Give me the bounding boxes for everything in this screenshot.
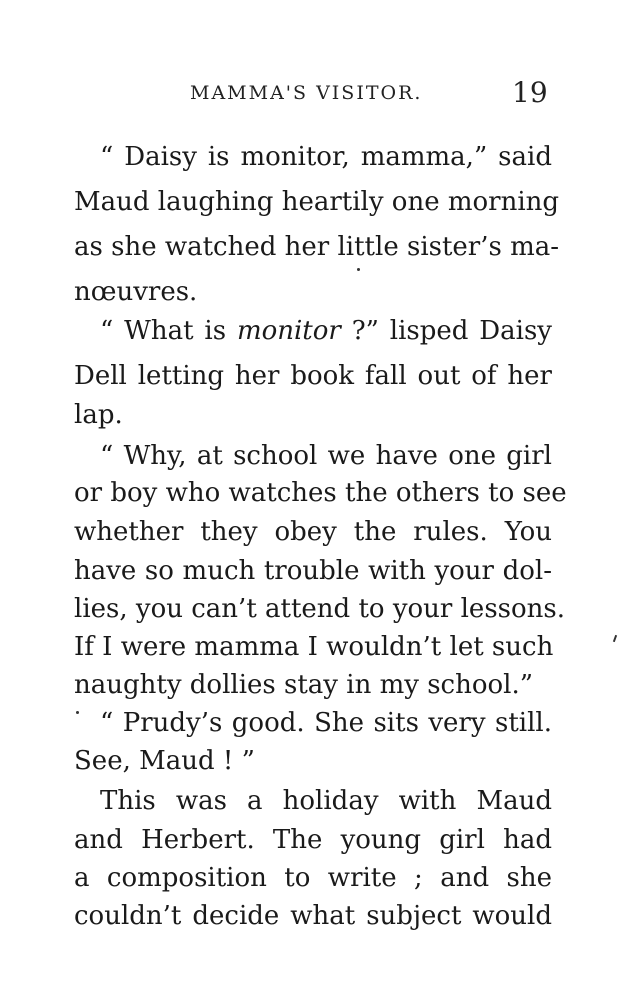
text-line: or boy who watches the others to see xyxy=(74,478,567,508)
text-line: See, Maud ! ” xyxy=(74,746,255,776)
text-line: and Herbert. The young girl had xyxy=(74,825,552,855)
text-line: This was a holiday with Maud xyxy=(100,786,552,816)
ink-speck xyxy=(76,711,79,714)
page-number: 19 xyxy=(512,76,548,109)
ink-mark xyxy=(613,635,617,642)
text-line: have so much trouble with your dol- xyxy=(74,556,552,586)
text-line: naughty dollies stay in my school.” xyxy=(74,670,534,700)
text-line: Dell letting her book fall out of her xyxy=(74,361,552,391)
text-line: nœuvres. xyxy=(74,277,198,307)
text-line: whether they obey the rules. You xyxy=(74,517,552,547)
text-line: a composition to write ; and she xyxy=(74,863,552,893)
text-line: as she watched her little sister’s ma- xyxy=(74,232,560,262)
text-line: If I were mamma I wouldn’t let such xyxy=(74,632,554,662)
text-line: “ Why, at school we have one girl xyxy=(100,441,552,471)
text-line: lies, you can’t attend to your lessons. xyxy=(74,594,566,624)
text-segment: ?” lisped Daisy xyxy=(340,316,552,346)
text-line: “ Daisy is monitor, mamma,” said xyxy=(100,142,552,172)
text-line: “ Prudy’s good. She sits very still. xyxy=(100,708,552,738)
text-line: lap. xyxy=(74,400,123,430)
running-head-title: MAMMA'S VISITOR. xyxy=(190,82,423,104)
text-line: couldn’t decide what subject would xyxy=(74,901,552,931)
text-line: Maud laughing heartily one morning xyxy=(74,187,560,217)
text-line xyxy=(100,312,552,350)
ink-speck xyxy=(357,268,360,271)
italic-word: monitor xyxy=(236,316,341,346)
text-segment: “ What is xyxy=(100,316,237,346)
